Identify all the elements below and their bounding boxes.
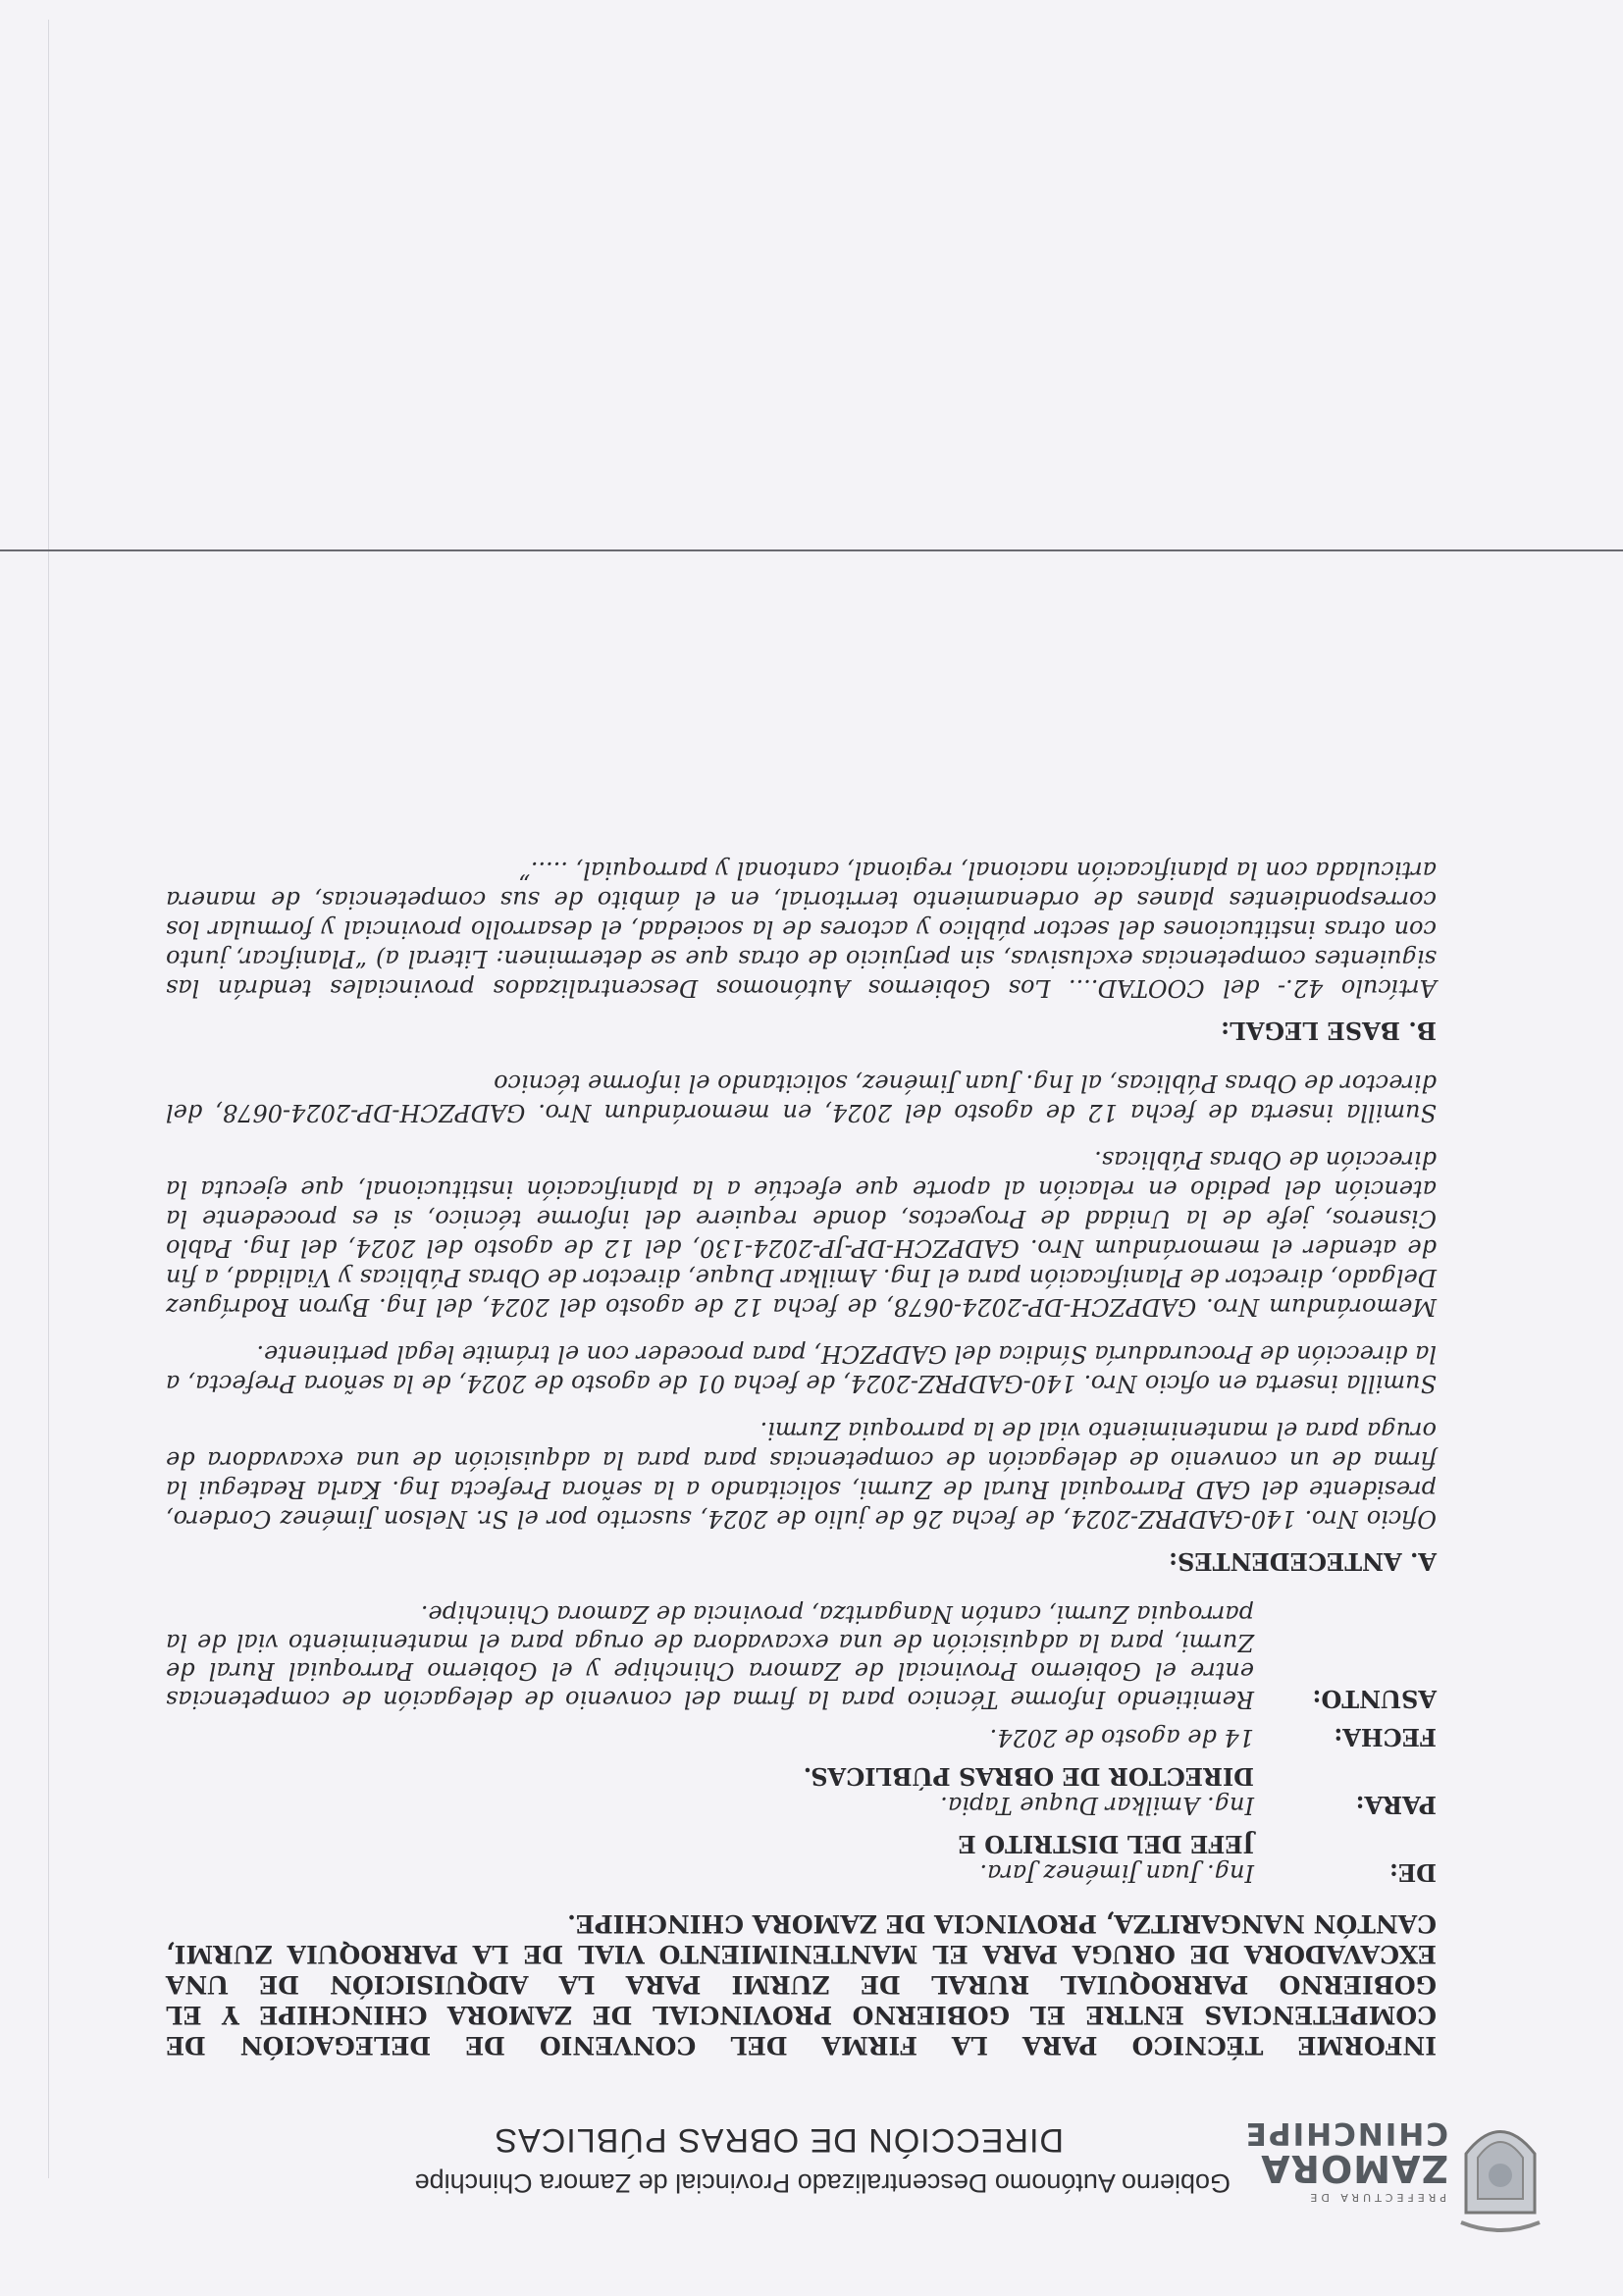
memo-to-row [166,1761,1437,1819]
subject-value: Remitiendo Informe Técnico para la firma del convenio de delegación de competencias entre el Gobierno Provincial de Zamora Chinchipe y el Gobierno Parroquial Rural de Zurmi, para la adquisición de una excavadora de oruga para el mantenimiento vial de la parroquia Zurmi, cantón Nangaritza, provincia de Zamora Chinchipe. [166,1600,1254,1713]
to-label: PARA: [1355,1791,1437,1819]
letterhead [63,2090,1554,2237]
section-base-legal-heading: B. BASE LEGAL: [1221,1017,1437,1045]
paragraph-oficio: Oficio Nro. 140-GADPRZ-2024, de fecha 26 de julio de 2024, suscrito por el Sr. Nelson Jiménez Cordero, presidente del GAD Parroquial Rural de Zurmi, solicitando a la señora Prefecta Ing. Karla Reategui la firma de un convenio de delegación de competencias para para la adquisición de una excavadora de oruga para el mantenimiento vial de la parroquia Zurmi. [166,1417,1437,1533]
paragraph-sumilla-memorandum: Sumilla inserta de fecha 12 de agosto del 2024, en memorándum Nro. GADPZCH-DP-2024-0678, del director de Obras Públicas, al Ing. Juan Jiménez, solicitando el informe técnico [166,1070,1437,1126]
document-body [166,838,1437,2061]
department-name: DIRECCIÓN DE OBRAS PÚBLICAS [494,2121,1064,2159]
logo-wordmark-zamora: ZAMORA [1260,2147,1448,2190]
from-label: DE: [1389,1858,1437,1887]
prefectura-logo [1191,2090,1554,2237]
paragraph-sumilla-oficio: Sumilla inserta en oficio Nro. 140-GADPRZ-2024, de fecha 01 de agosto de 2024, de la señora Prefecta, a la dirección de Procuraduría Síndica del GADPZCH, para proceder con el trámite legal pertinente. [166,1340,1437,1397]
memo-from-row [166,1829,1437,1887]
to-role: DIRECTOR DE OBRAS PÚBLICAS. [803,1762,1254,1791]
section-antecedentes-heading: A. ANTECEDENTES: [1169,1547,1437,1576]
report-title: INFORME TÉCNICO PARA LA FIRMA DEL CONVENIO DE DELEGACIÓN DE COMPETENCIAS ENTRE EL GOBIERNO PROVINCIAL DE ZAMORA CHINCHIPE Y EL GOBIERNO PARROQUIAL RURAL DE ZURMI PARA LA ADQUISICIÓN DE UNA EXCAVADORA DE ORUGA PARA EL MANTENIMIENTO VIAL DE LA PARROQUIA ZURMI, CANTÓN NANGARITZA, PROVINCIA DE ZAMORA CHINCHIPE. [166,1909,1437,2060]
subject-label: ASUNTO: [1312,1685,1437,1713]
institution-name: Gobierno Autónomo Descentralizado Provincial de Zamora Chinchipe [414,2168,1230,2198]
from-name: Ing. Juan Jiménez Jara. [979,1859,1254,1887]
date-label: FECHA: [1334,1723,1437,1751]
logo-wordmark-chinchipe: CHINCHIPE [1243,2115,1448,2151]
memo-date-row [166,1723,1437,1751]
scan-edge-line [48,20,49,2178]
paragraph-articulo-42: Artículo 42.- del COOTAD.... Los Gobiernos Autónomos Descentralizados provinciales tendrán las siguientes competencias exclusivas, sin perjuicio de otras que se determinen: Literal a) “Planificar, junto con otras instituciones del sector público y actores de la sociedad, el desarrollo provincial y formular los correspondientes planes de ordenamiento territorial, en el ámbito de sus competencias, de manera articulada con la planificación nacional, regional, cantonal y parroquial, .....” [166,857,1437,1002]
coat-of-arms-icon [1456,2105,1544,2232]
logo-caption: PREFECTURA DE [1306,2191,1446,2204]
from-role: JEFE DEL DISTRITO E [958,1830,1254,1858]
scan-horizontal-line [0,549,1623,551]
date-value: 14 de agosto de 2024. [989,1724,1254,1751]
paragraph-memorandum: Memorándum Nro. GADPZCH-DP-2024-0678, de fecha 12 de agosto del 2024, del Ing. Byron Rodríguez Delgado, director de Planificación para el Ing. Amilkar Duque, director de Obras Públicas y Vialidad, a fin de atender el memorándum Nro. GADPZCH-DP-JP-2024-130, del 12 de agosto del 2024, del Ing. Pablo Cisneros, jefe de la Unidad de Proyectos, donde requiere del informe técnico, si es procedente la atención del pedido en relación al aporte que efectúe a la planificación institucional, que ejecuta la dirección de Obras Públicas. [166,1146,1437,1321]
memo-subject-row [166,1599,1437,1713]
to-name: Ing. Amilkar Duque Tapia. [940,1792,1254,1819]
